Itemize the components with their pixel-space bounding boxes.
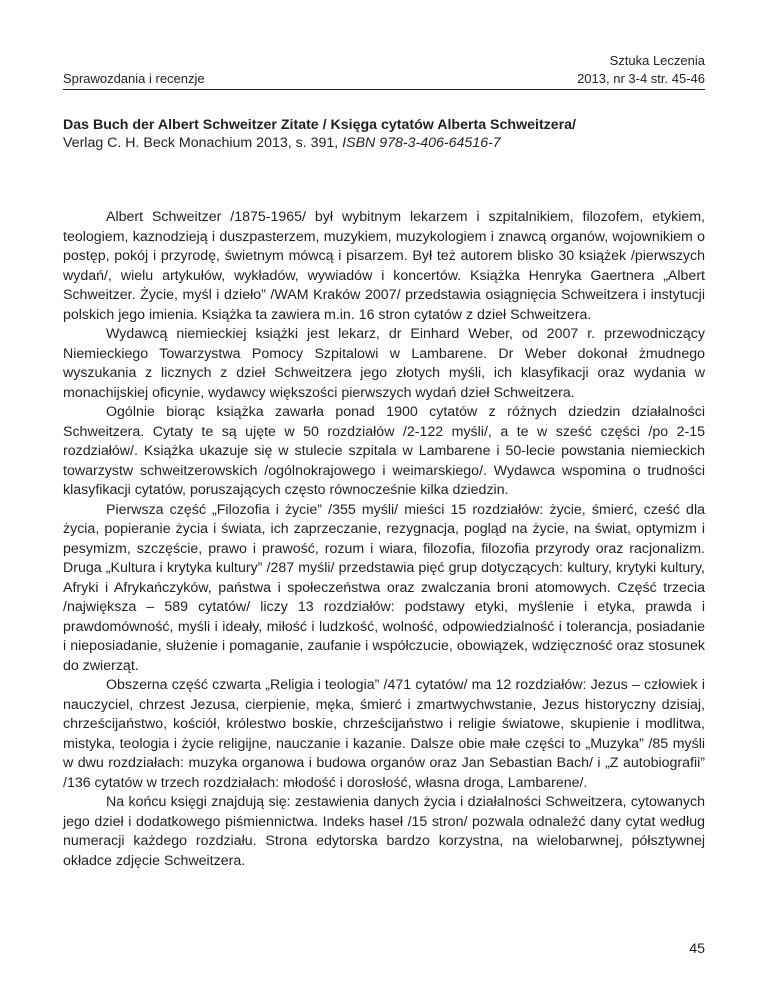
paragraph: Wydawcą niemieckiej książki jest lekarz, dr Einhard Weber, od 2007 r. przewodniczący Niemieckiego Towarzystwa Pomocy Szpitalowi w Lambarene. Dr Weber dokonał żmudnego wyszukania z licznych z dzieł Schweitzera jego złotych myśli, ich klasyfikacji oraz wydania w monachijskiej oficynie, wydawcy większości pierwszych wydań dzieł Schweitzera.	[63, 326, 705, 401]
journal-name: Sztuka Leczenia	[609, 53, 705, 68]
review-title-block	[63, 116, 705, 152]
page-number: 45	[689, 941, 705, 957]
paragraph: Obszerna część czwarta „Religia i teologia” /471 cytatów/ ma 12 rozdziałów: Jezus – człowiek i nauczyciel, chrzest Jezusa, cierpienie, męka, śmierć i zmartwychwstanie, Jezus historyczny dzisiaj, chrześcijaństwo, kościół, królestwo boskie, chrześcijaństwo i religie światowe, skupienie i modlitwa, mistyka, teologia i życie religijne, nauczanie i kazanie. Dalsze obie małe części to „Muzyka” /85 myśli w dwu rozdziałach: muzyka organowa i budowa organów oraz Jan Sebastian Bach/ i „Z autobiografii” /136 cytatów w trzech rozdziałach: młodość i dorosłość, własna droga, Lambarene/.	[63, 677, 705, 791]
journal-issue: 2013, nr 3-4 str. 45-46	[577, 71, 705, 86]
isbn: ISBN 978-3-406-64516-7	[342, 135, 501, 151]
paragraph: Ogólnie biorąc książka zawarła ponad 1900 cytatów z różnych dziedzin działalności Schweitzera. Cytaty te są ujęte w 50 rozdziałów /2-122 myśli/, a te w sześć części /po 2-15 rozdziałów/. Książka ukazuje się w stulecie szpitala w Lambarene i 50-lecie powstania niemieckich towarzystw schweitzerowskich /ogólnokrajowego i weimarskiego/. Wydawca wspomina o trudności klasyfikacji cytatów, poruszających często równocześnie kilka dziedzin.	[63, 404, 705, 498]
review-body	[63, 208, 705, 871]
book-title: Das Buch der Albert Schweitzer Zitate / Księga cytatów Alberta Schweitzera/	[63, 117, 577, 133]
header-divider	[63, 89, 705, 90]
paragraph: Na końcu księgi znajdują się: zestawienia danych życia i działalności Schweitzera, cytowanych jego dzieł i dodatkowego piśmiennictwa. Indeks haseł /15 stron/ pozwala odnaleźć dany cytat według numeracji każdego rozdziału. Strona edytorska bardzo korzystna, na wielobarwnej, półsztywnej okładce zdjęcie Schweitzera.	[63, 794, 705, 869]
publisher-info: Verlag C. H. Beck Monachium 2013, s. 391,	[63, 135, 343, 151]
paragraph: Albert Schweitzer /1875-1965/ był wybitnym lekarzem i szpitalnikiem, filozofem, etykiem, teologiem, kaznodzieją i duszpasterzem, muzykiem, muzykologiem i znawcą organów, wojownikiem o postęp, pokój i przyrodę, świetnym mówcą i pisarzem. Był też autorem blisko 30 książek /pierwszych wydań/, wielu artykułów, wykładów, wywiadów i koncertów. Książka Henryka Gaertnera „Albert Schweitzer. Życie, myśl i dzieło” /WAM Kraków 2007/ przedstawia osiągnięcia Schweitzera i instytucji polskich jego imienia. Książka ta zawiera m.in. 16 stron cytatów z dzieł Schweitzera.	[63, 209, 705, 323]
section-label: Sprawozdania i recenzje	[63, 71, 205, 86]
book-publication-info	[63, 134, 705, 152]
paragraph: Pierwsza część „Filozofia i życie” /355 myśli/ mieści 15 rozdziałów: życie, śmierć, cześć dla życia, popieranie życia i świata, ich zaprzeczanie, rezygnacja, pogląd na życie, na świat, optymizm i pesymizm, szczęście, prawo i prawość, rozum i wiara, filozofia, filozofia przyrody oraz racjonalizm. Druga „Kultura i krytyka kultury” /287 myśli/ przedstawia pięć grup dotyczących: kultury, krytyki kultury, Afryki i Afrykańczyków, państwa i społeczeństwa oraz zwalczania broni atomowych. Część trzecia /największa – 589 cytatów/ liczy 13 rozdziałów: podstawy etyki, myślenie i etyka, prawda i prawdomówność, myśli i ideały, miłość i ludzkość, wolność, odpowiedzialność i tolerancja, posiadanie i nieposiadanie, służenie i pomaganie, zaufanie i współczucie, obowiązek, wdzięczność oraz stosunek do zwierząt.	[63, 501, 705, 674]
journal-info	[577, 52, 705, 88]
